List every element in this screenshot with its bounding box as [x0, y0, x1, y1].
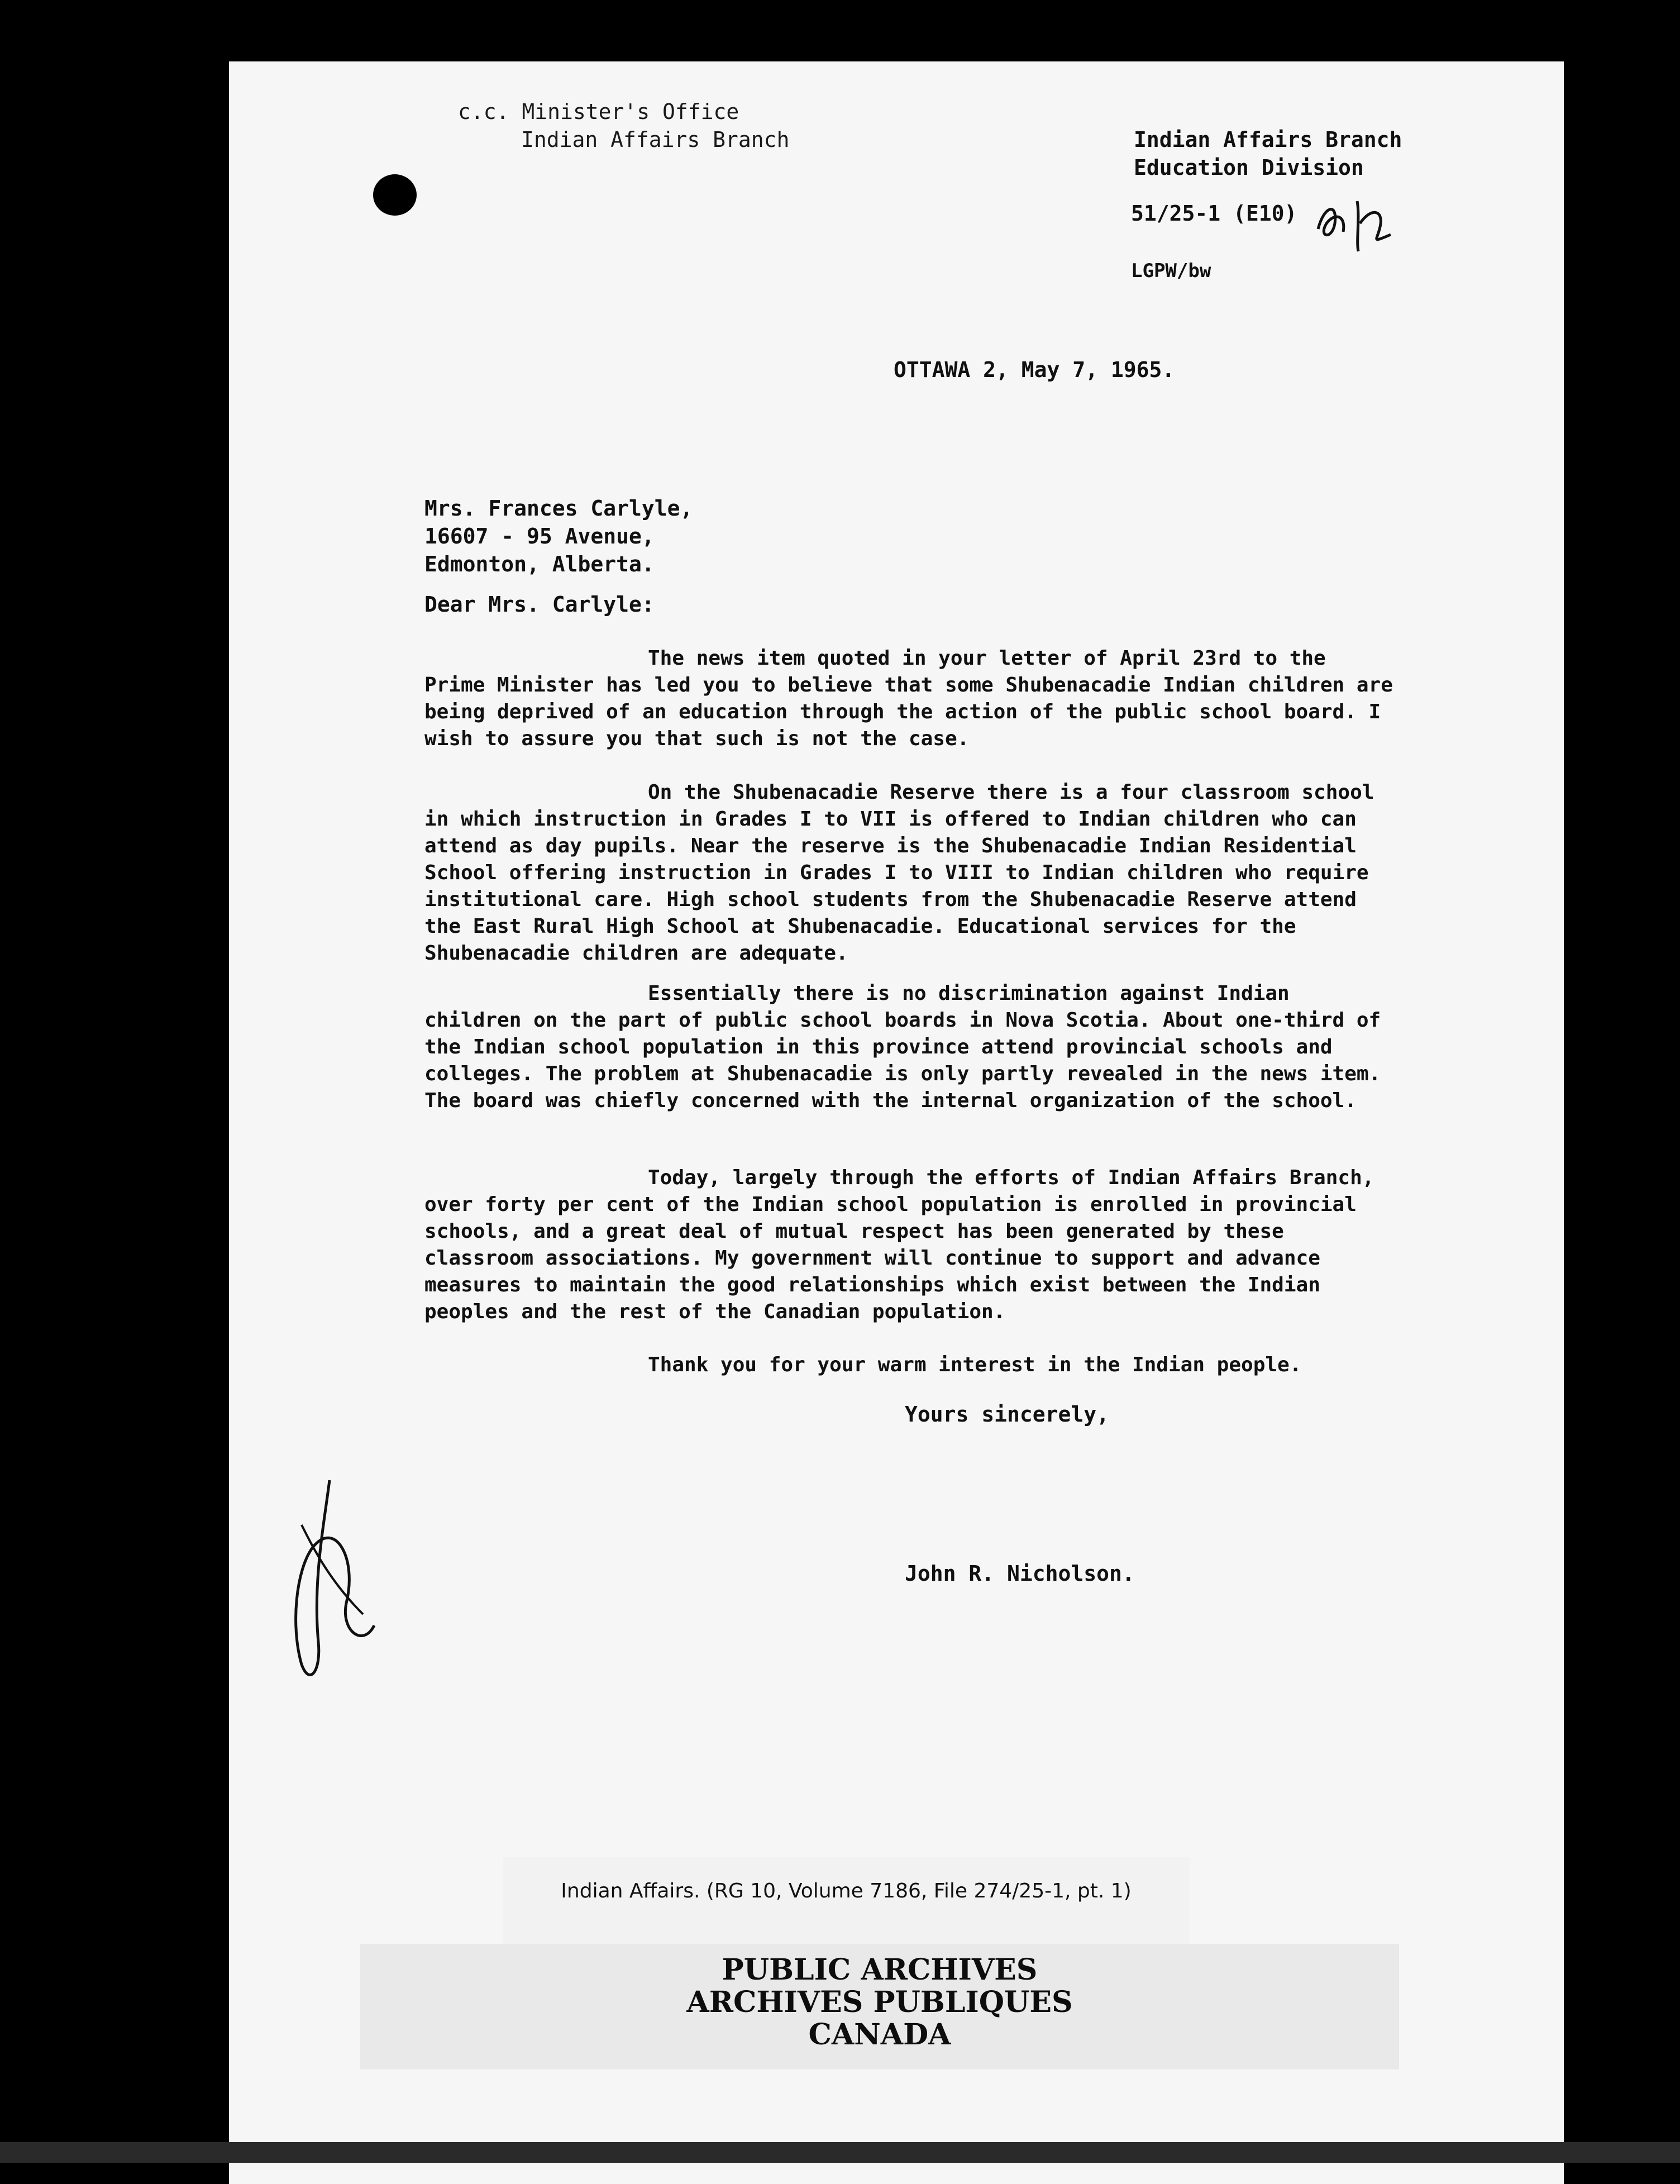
stamp-line-3: CANADA — [808, 2018, 951, 2052]
date-line: OTTAWA 2, May 7, 1965. — [894, 357, 1175, 382]
body-paragraph: Essentially there is no discrimination against Indian children on the part of public school boards in Nova Scotia. About one-third of the Indian school population in this province attend provincial schools and colleges. The problem at Shubenacadie is only partly revealed in the news item. The board was chiefly concerned with the internal organization of the school. — [424, 982, 1381, 1112]
department-line-1: Indian Affairs Branch — [1134, 127, 1402, 152]
body-paragraph: On the Shubenacadie Reserve there is a four classroom school in which instruction in Grades I to VII is offered to Indian children who can attend as day pupils. Near the reserve is the Shubenacadie Indian Residential School offering instruction in Grades I to VIII to Indian children who require institutional care. High school students from the Shubenacadie Reserve attend the East Rural High School at Shubenacadie. Educational services for the Shubenacadie children are adequate. — [424, 781, 1374, 965]
salutation: Dear Mrs. Carlyle: — [424, 592, 655, 617]
recipient-address — [424, 494, 693, 578]
stamp-line-1: PUBLIC ARCHIVES — [722, 1953, 1038, 1987]
recipient-name: Mrs. Frances Carlyle, — [424, 496, 693, 521]
archive-reference-text: Indian Affairs. (RG 10, Volume 7186, File 274/25-1, pt. 1) — [561, 1880, 1132, 1902]
film-frame-edge — [0, 2142, 1680, 2163]
body-paragraph: The news item quoted in your letter of April 23rd to the Prime Minister has led you to believe that some Shubenacadie Indian children are being deprived of an education through the action of the public school board. I wish to assure you that such is not the case. — [424, 647, 1393, 750]
cc-line-2: Indian Affairs Branch — [521, 127, 790, 152]
archive-reference-label — [503, 1857, 1190, 1952]
cc-line-1: c.c. Minister's Office — [458, 99, 739, 124]
cc-block — [458, 98, 789, 154]
typist-reference: LGPW/bw — [1131, 260, 1211, 282]
department-line-2: Education Division — [1134, 155, 1364, 180]
handwritten-signature-mark — [279, 1458, 391, 1692]
closing: Yours sincerely, — [905, 1402, 1110, 1427]
body-paragraph: Thank you for your warm interest in the Indian people. — [648, 1353, 1302, 1376]
signature-name: John R. Nicholson. — [905, 1561, 1135, 1586]
archive-stamp — [360, 1944, 1399, 2069]
stamp-line-2: ARCHIVES PUBLIQUES — [686, 1985, 1073, 2019]
handwritten-initials-icon — [1307, 184, 1402, 257]
file-reference: 51/25-1 (E10) — [1131, 201, 1297, 226]
recipient-city: Edmonton, Alberta. — [424, 552, 655, 576]
body-paragraph: Today, largely through the efforts of Indian Affairs Branch, over forty per cent of the Indian school population is enrolled in provincial schools, and a great deal of mutual respect has been generated by these classroom associations. My government will continue to support and advance measures to maintain the good relationships which exist between the Indian peoples and the rest of the Canadian population. — [424, 1166, 1374, 1323]
archive-stamp-text — [360, 1954, 1399, 2051]
recipient-street: 16607 - 95 Avenue, — [424, 524, 655, 549]
hole-punch-mark — [373, 174, 417, 216]
department-header — [1134, 126, 1402, 182]
